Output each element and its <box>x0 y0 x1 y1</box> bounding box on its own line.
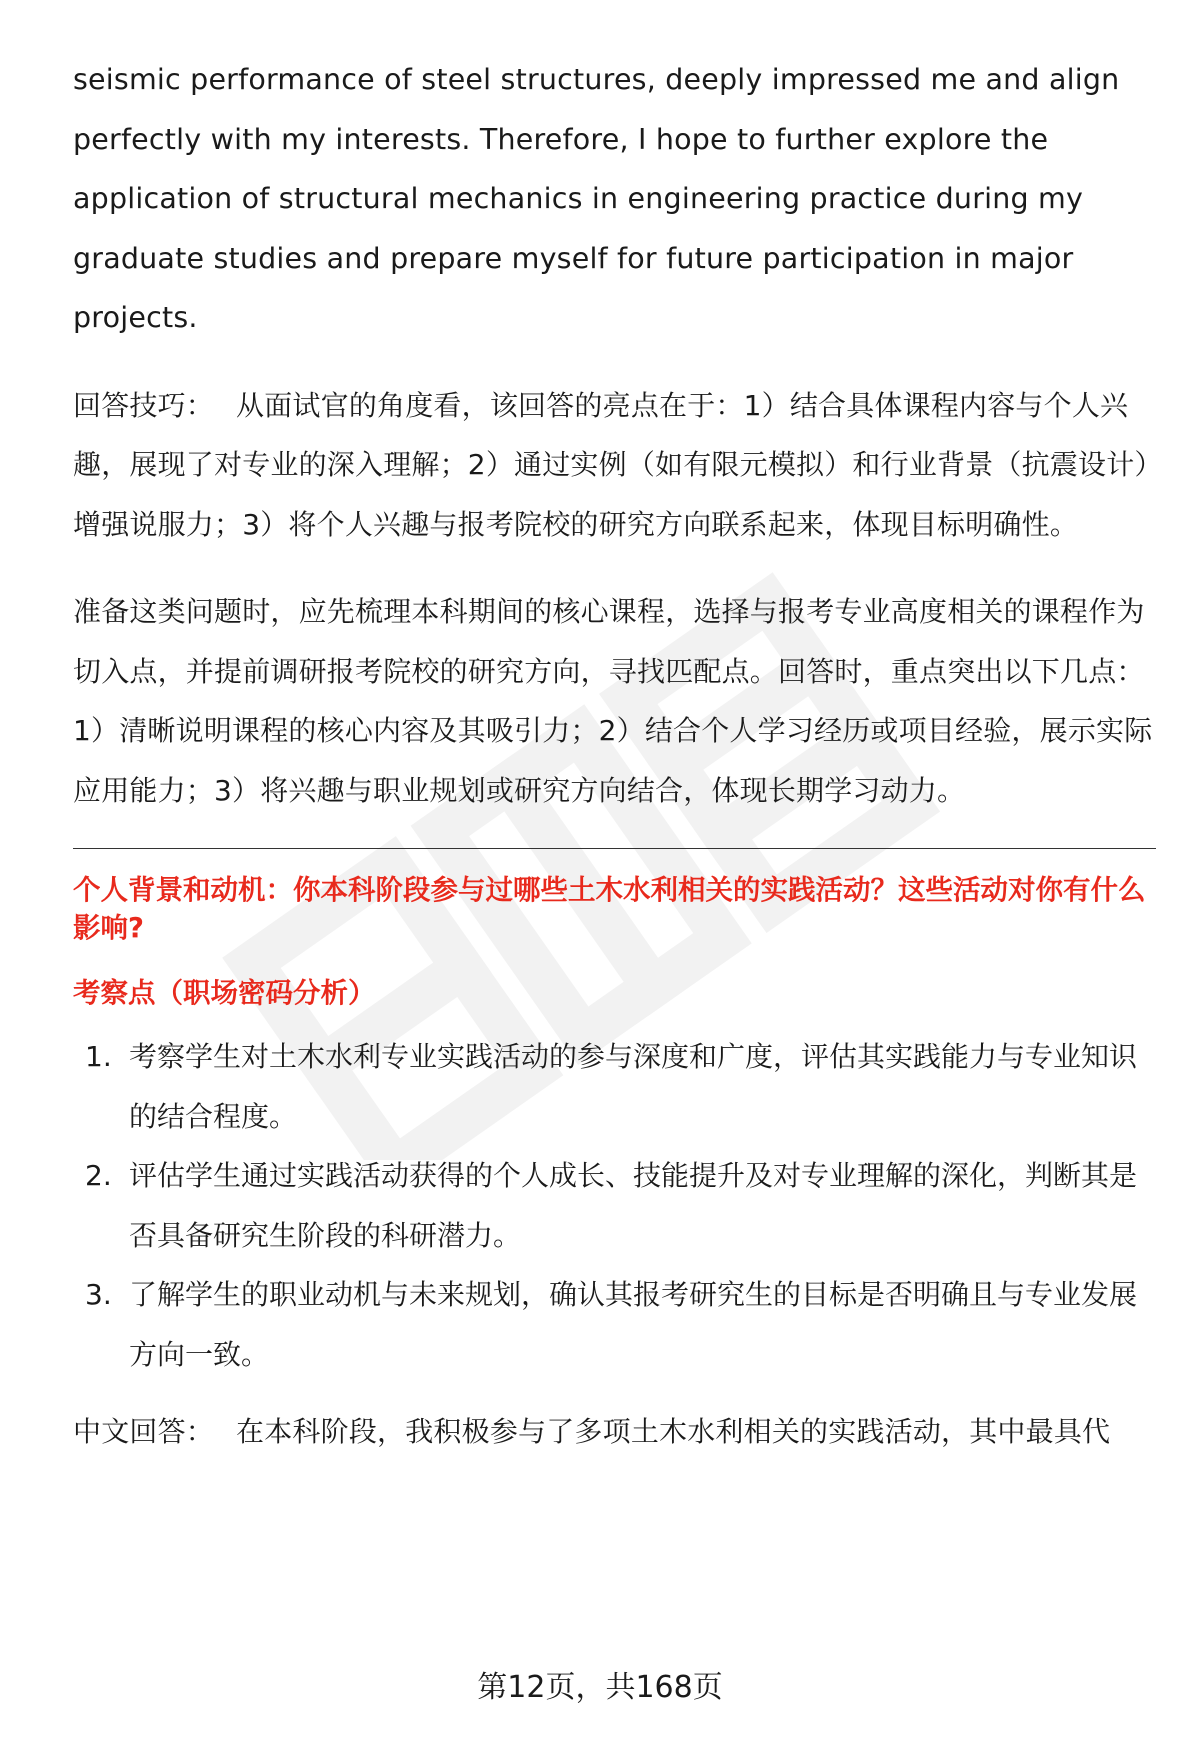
list-item-number: 3. <box>85 1278 112 1311</box>
list-item-number: 1. <box>85 1040 112 1073</box>
answer-tips-label: 回答技巧： <box>73 388 215 422</box>
list-item-text: 考察学生对土木水利专业实践活动的参与深度和广度，评估其实践能力与专业知识的结合程度。 <box>129 1040 1138 1133</box>
chinese-answer-text: 在本科阶段，我积极参与了多项土木水利相关的实践活动，其中最具代 <box>236 1415 1111 1448</box>
preparation-paragraph: 准备这类问题时，应先梳理本科期间的核心课程，选择与报考专业高度相关的课程作为切入点，并提前调研报考院校的研究方向，寻找匹配点。回答时，重点突出以下几点：1）清晰说明课程的核心内容及其吸引力；2）结合个人学习经历或项目经验，展示实际应用能力；3）将兴趣与职业规划或研究方向结合，体现长期学习动力。 <box>73 595 1153 807</box>
list-item <box>73 1146 1153 1265</box>
answer-tips-paragraph <box>73 376 1153 555</box>
list-item-number: 2. <box>85 1159 112 1192</box>
list-item <box>73 1027 1153 1146</box>
intro-english-paragraph: seismic performance of steel structures, deeply impressed me and align perfectly with my interests. Therefore, I hope to further explore the application of structural mechanics in engineering practice during my graduate studies and prepare myself for future participation in major projects. <box>73 63 1120 334</box>
page-number-footer: 第12页，共168页 <box>477 1670 723 1705</box>
answer-tips-text: 从面试官的角度看，该回答的亮点在于：1）结合具体课程内容与个人兴趣，展现了对专业的深入理解；2）通过实例（如有限元模拟）和行业背景（抗震设计）增强说服力；3）将个人兴趣与报考院校的研究方向联系起来，体现目标明确性。 <box>73 388 1149 541</box>
list-item <box>73 1265 1153 1384</box>
assessment-list <box>73 1027 1153 1384</box>
document-body <box>73 50 1153 1462</box>
section-divider <box>73 848 1156 849</box>
chinese-answer-label: 中文回答： <box>73 1415 215 1448</box>
chinese-answer-paragraph <box>73 1402 1153 1462</box>
list-item-text: 评估学生通过实践活动获得的个人成长、技能提升及对专业理解的深化，判断其是否具备研究生阶段的科研潜力。 <box>129 1159 1138 1252</box>
list-item-text: 了解学生的职业动机与未来规划，确认其报考研究生的目标是否明确且与专业发展方向一致。 <box>129 1278 1138 1371</box>
assessment-heading: 考察点（职场密码分析） <box>73 977 376 1009</box>
question-heading: 个人背景和动机：你本科阶段参与过哪些土木水利相关的实践活动？这些活动对你有什么影响? <box>73 874 1146 944</box>
